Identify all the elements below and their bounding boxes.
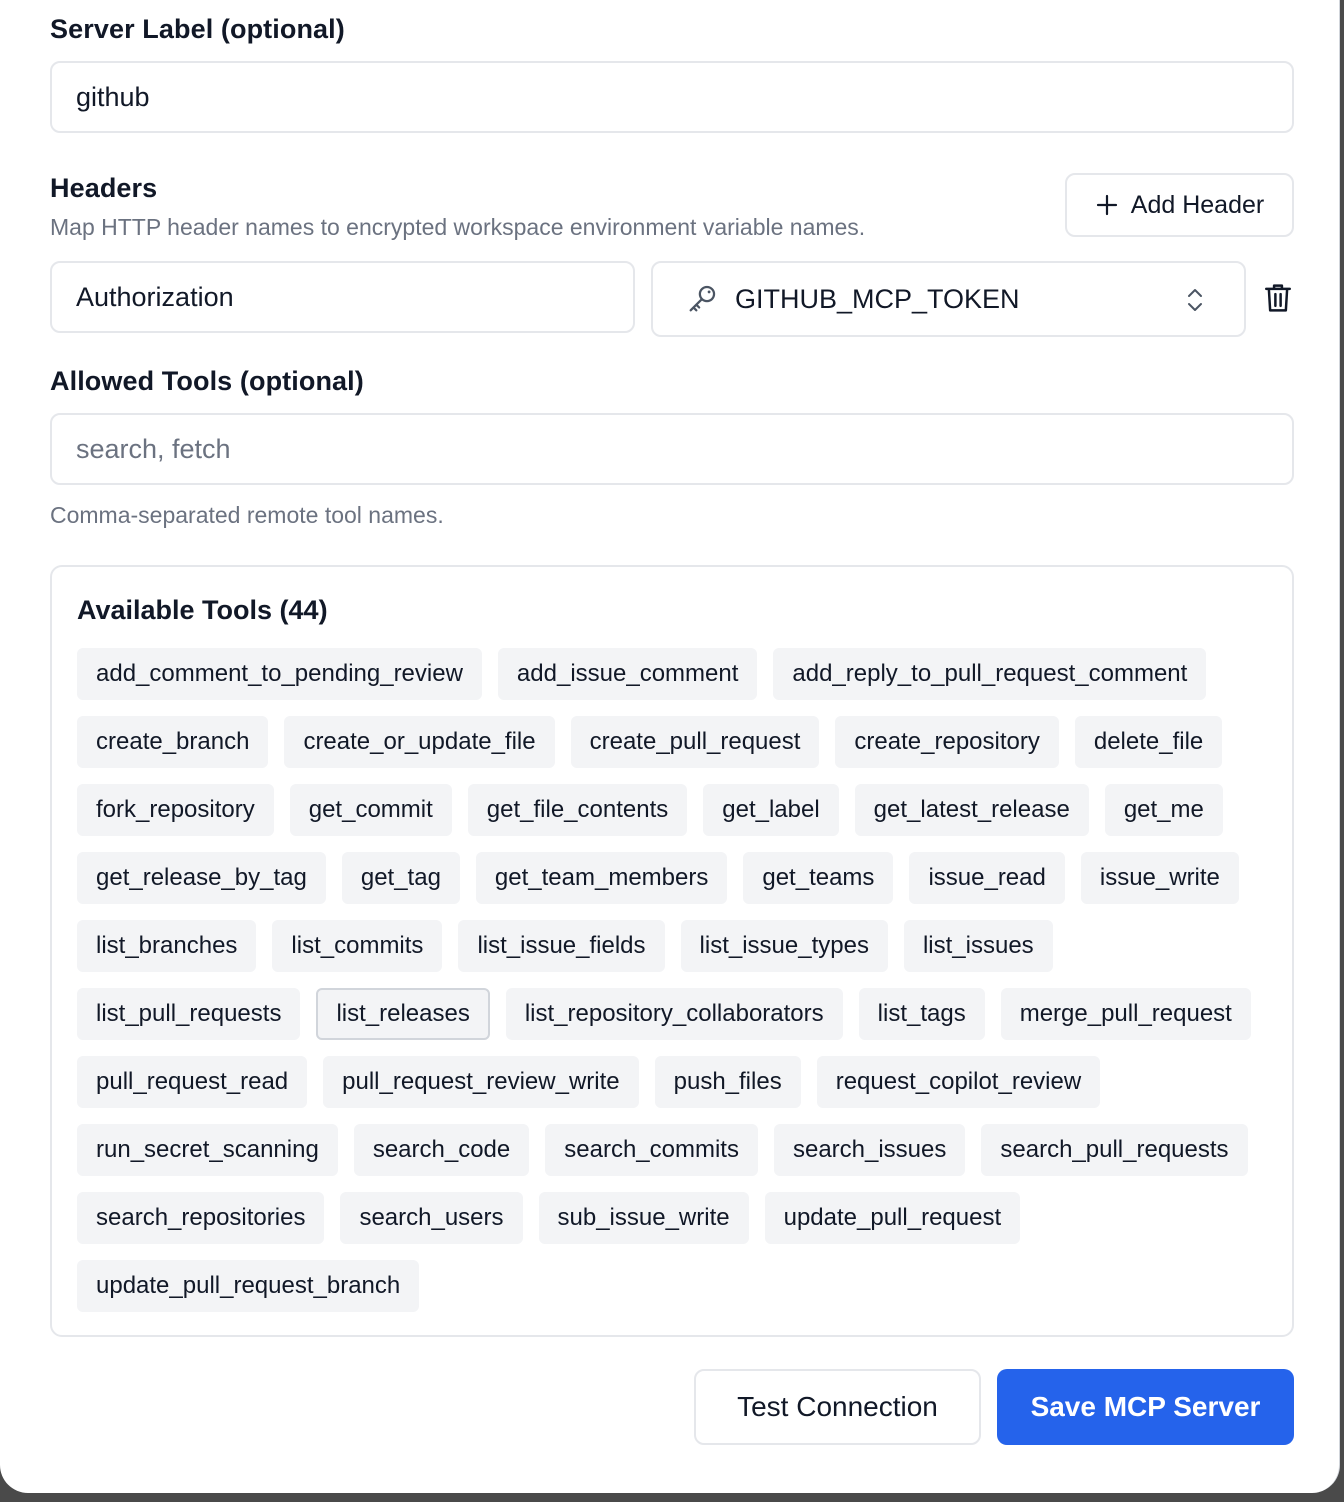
tool-chip[interactable]: search_repositories [77,1192,324,1244]
header-name-input[interactable] [50,261,635,333]
tool-chip[interactable]: add_issue_comment [498,648,757,700]
tool-chip[interactable]: search_code [354,1124,529,1176]
tool-chip[interactable]: run_secret_scanning [77,1124,338,1176]
tool-chip[interactable]: list_commits [272,920,442,972]
env-var-value: GITHUB_MCP_TOKEN [735,283,1020,314]
tool-chip[interactable]: get_tag [342,852,460,904]
delete-header-button[interactable] [1262,281,1294,315]
tool-chip[interactable]: list_issue_types [681,920,888,972]
tool-chip[interactable]: get_file_contents [468,784,687,836]
tool-chip[interactable]: create_or_update_file [284,716,554,768]
save-mcp-server-label: Save MCP Server [1030,1391,1261,1422]
test-connection-label: Test Connection [737,1391,938,1422]
tool-chip[interactable]: push_files [655,1056,801,1108]
tool-chip[interactable]: get_label [703,784,838,836]
tool-chip-list [77,648,1277,1312]
available-tools-panel [50,565,1294,1337]
tool-chip[interactable]: update_pull_request_branch [77,1260,419,1312]
header-name-value: Authorization [76,281,234,312]
tool-chip[interactable]: create_branch [77,716,268,768]
tool-chip[interactable]: list_branches [77,920,256,972]
tool-chip[interactable]: pull_request_review_write [323,1056,638,1108]
tool-chip[interactable]: list_issues [904,920,1053,972]
tool-chip[interactable]: search_users [340,1192,522,1244]
allowed-tools-help: Comma-separated remote tool names. [50,502,444,528]
tool-chip[interactable]: request_copilot_review [817,1056,1100,1108]
tool-chip[interactable]: get_me [1105,784,1223,836]
tool-chip[interactable]: create_repository [835,716,1058,768]
server-label-value: github [76,81,150,112]
tool-chip[interactable]: issue_read [909,852,1064,904]
tool-chip[interactable]: get_latest_release [855,784,1089,836]
tool-chip[interactable]: create_pull_request [571,716,820,768]
tool-chip[interactable]: merge_pull_request [1001,988,1251,1040]
add-header-label: Add Header [1130,190,1265,219]
tool-chip[interactable]: get_teams [743,852,893,904]
tool-chip[interactable]: search_issues [774,1124,965,1176]
tool-chip[interactable]: issue_write [1081,852,1239,904]
plus-icon [1095,193,1119,217]
tool-chip[interactable]: update_pull_request [765,1192,1021,1244]
server-label-input[interactable] [50,61,1294,133]
tool-chip[interactable]: get_release_by_tag [77,852,326,904]
allowed-tools-heading: Allowed Tools (optional) [50,366,364,396]
save-mcp-server-button[interactable] [997,1369,1294,1445]
tool-chip[interactable]: get_team_members [476,852,727,904]
tool-chip[interactable]: delete_file [1075,716,1222,768]
tool-chip[interactable]: search_pull_requests [981,1124,1247,1176]
allowed-tools-input[interactable] [50,413,1294,485]
available-tools-title: Available Tools (44) [77,595,328,625]
trash-icon [1262,281,1294,315]
headers-heading: Headers [50,173,158,203]
tool-chip[interactable]: list_pull_requests [77,988,300,1040]
headers-description: Map HTTP header names to encrypted workspace environment variable names. [50,214,866,240]
test-connection-button[interactable] [694,1369,981,1445]
key-icon [685,282,719,316]
tool-chip[interactable]: search_commits [545,1124,758,1176]
add-header-button[interactable] [1065,173,1294,237]
env-var-select[interactable] [651,261,1246,337]
tool-chip[interactable]: add_reply_to_pull_request_comment [773,648,1206,700]
tool-chip[interactable]: list_issue_fields [458,920,664,972]
tool-chip[interactable]: list_repository_collaborators [506,988,843,1040]
allowed-tools-placeholder: search, fetch [76,433,231,464]
tool-chip[interactable]: sub_issue_write [539,1192,749,1244]
tool-chip[interactable]: list_releases [316,988,489,1040]
tool-chip[interactable]: get_commit [290,784,452,836]
tool-chip[interactable]: add_comment_to_pending_review [77,648,482,700]
server-label-heading: Server Label (optional) [50,14,345,44]
tool-chip[interactable]: pull_request_read [77,1056,307,1108]
tool-chip[interactable]: fork_repository [77,784,274,836]
tool-chip[interactable]: list_tags [859,988,985,1040]
chevron-up-down-icon [1184,285,1206,315]
